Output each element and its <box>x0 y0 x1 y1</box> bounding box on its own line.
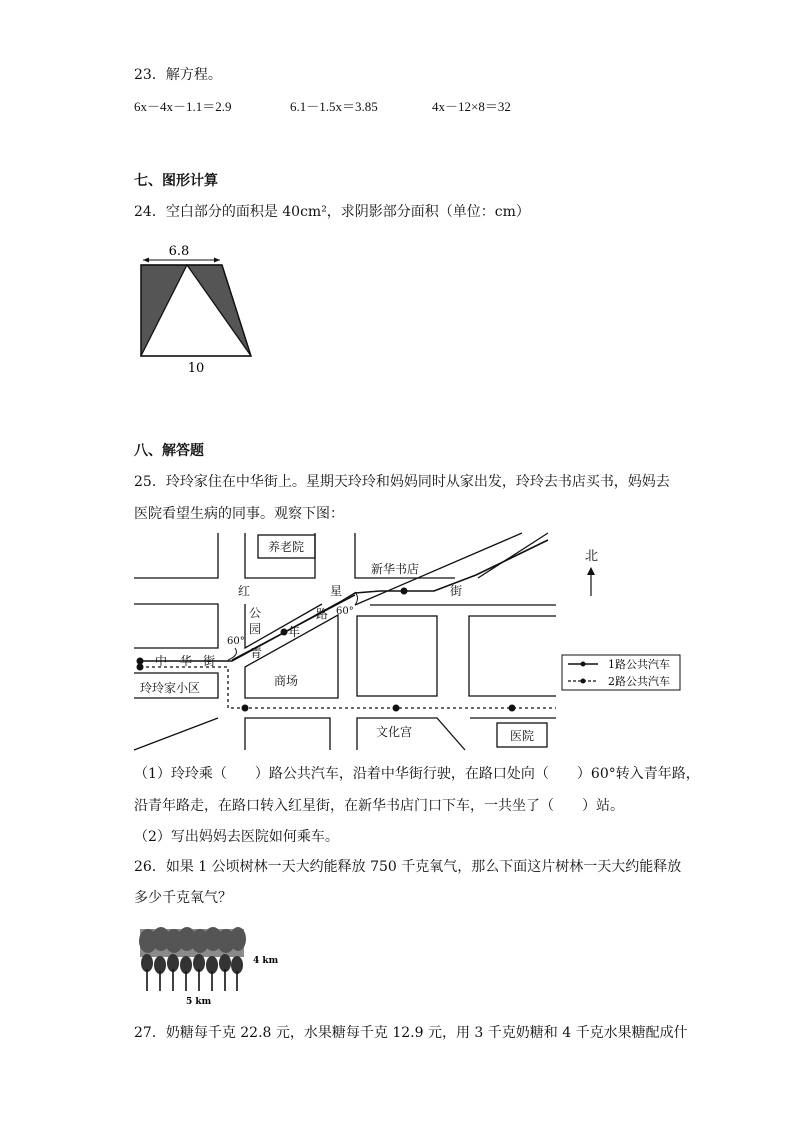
arrow-right-icon <box>214 258 220 263</box>
section-title-7: 七、图形计算 <box>134 173 218 189</box>
label-hua: 华 <box>180 654 193 668</box>
label-hospital: 医院 <box>509 729 535 743</box>
stop-hospital <box>509 705 516 712</box>
q25-sub1-line2: 沿青年路走，在路口转入红星街，在新华书店门口下车，一共坐了（ ）站。 <box>134 798 624 814</box>
bottom-label: 10 <box>187 361 205 376</box>
top-label: 6.8 <box>168 244 190 259</box>
street-map <box>0 525 794 757</box>
q25-line1: 25．玲玲家住在中华街上。星期天玲玲和妈妈同时从家出发，玲玲去书店买书，妈妈去 <box>134 474 670 490</box>
forest-figure <box>138 925 278 1007</box>
stop-culture-palace <box>393 705 400 712</box>
q27-line1: 27．奶糖每千克 22.8 元，水果糖每千克 12.9 元，用 3 千克奶糖和 4 千克水果糖配成什 <box>134 1025 688 1041</box>
equation-1: 6x－4x－1.1＝2.9 <box>134 99 232 114</box>
q25-line2: 医院看望生病的同事。观察下图： <box>134 506 344 522</box>
stop-qingnian <box>281 629 288 636</box>
label-park-2: 园 <box>249 622 262 636</box>
label-street-jie: 街 <box>450 584 463 598</box>
label-north: 北 <box>585 549 599 564</box>
equation-2: 6.1－1.5x＝3.85 <box>290 99 378 114</box>
label-nian: 年 <box>288 625 301 639</box>
forest-width-label: 5 km <box>186 997 212 1007</box>
legend-route-2: 2路公共汽车 <box>608 675 670 688</box>
q26-line2: 多少千克氧气？ <box>134 890 232 906</box>
q25-sub2: （2）写出妈妈去医院如何乘车。 <box>134 829 339 845</box>
forest-height-label: 4 km <box>253 956 278 966</box>
label-bookstore: 新华书店 <box>371 562 420 576</box>
equation-3: 4x－12×8＝32 <box>432 99 511 114</box>
label-qing: 青 <box>250 646 263 660</box>
label-culture-palace: 文化宫 <box>376 725 413 739</box>
bus-route-1 <box>140 540 548 661</box>
stop-bookstore <box>401 588 408 595</box>
label-zhong: 中 <box>155 654 168 668</box>
label-angle-2: 60° <box>336 606 354 617</box>
q23-title: 23．解方程。 <box>134 67 222 83</box>
section-title-8: 八、解答题 <box>134 443 204 459</box>
legend-route-1: 1路公共汽车 <box>608 658 670 671</box>
label-mall: 商场 <box>274 674 299 688</box>
label-hong: 红 <box>238 584 251 598</box>
arrow-left-icon <box>143 258 149 263</box>
trapezoid-figure <box>134 238 264 378</box>
label-angle-1: 60° <box>227 636 245 647</box>
label-park-1: 公 <box>249 606 262 620</box>
q24-text: 24．空白部分的面积是 40cm²，求阴影部分面积（单位：cm） <box>134 204 530 220</box>
q26-line1: 26．如果 1 公顷树林一天大约能释放 750 千克氧气，那么下面这片树林一天大约能释放 <box>134 859 682 875</box>
stop-mall <box>242 705 249 712</box>
stop-home-2 <box>137 664 144 671</box>
label-nursing-home: 养老院 <box>267 540 305 554</box>
q25-sub1-line1: （1）玲玲乘（ ）路公共汽车，沿着中华街行驶，在路口处向（ ）60°转入青年路， <box>134 766 700 782</box>
stop-home-1 <box>137 658 144 665</box>
label-home: 玲玲家小区 <box>140 681 201 695</box>
label-xing: 星 <box>330 584 343 598</box>
label-jie: 街 <box>203 654 216 668</box>
label-lu: 路 <box>316 607 329 621</box>
